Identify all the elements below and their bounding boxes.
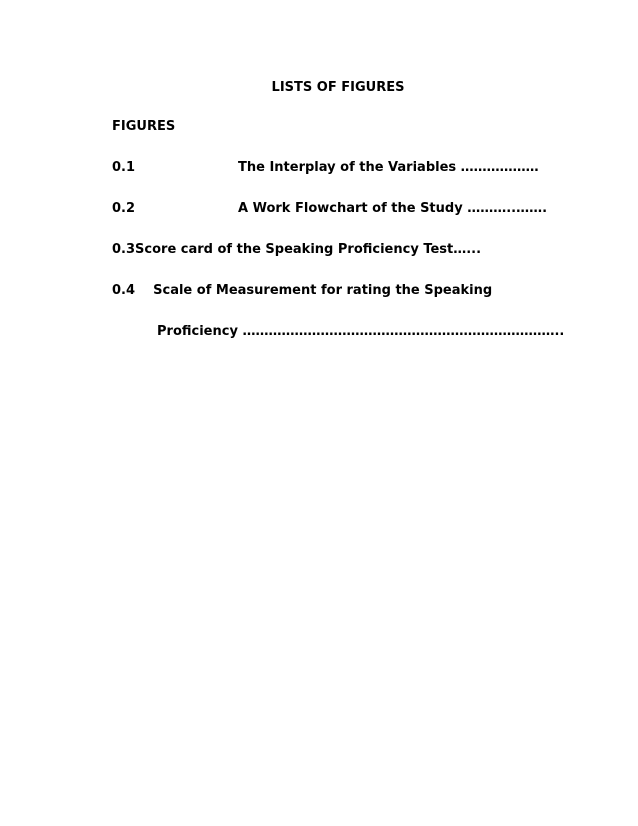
figure-number-0-1: 0.1	[112, 160, 136, 175]
figure-entry-0-4-continuation: Proficiency ………………………………………………………………..	[157, 324, 565, 339]
figure-title-0-2: A Work Flowchart of the Study ………..…….	[238, 201, 548, 216]
figure-title-0-1: The Interplay of the Variables ………………	[238, 160, 539, 175]
figure-number-0-2: 0.2	[112, 201, 136, 216]
section-heading: FIGURES	[112, 119, 176, 134]
figure-entry-0-3: 0.3Score card of the Speaking Proficiency Test…...	[112, 242, 482, 257]
figure-entry-0-4: 0.4 Scale of Measurement for rating the Speaking	[112, 283, 493, 298]
page-title: LISTS OF FIGURES	[271, 80, 405, 95]
